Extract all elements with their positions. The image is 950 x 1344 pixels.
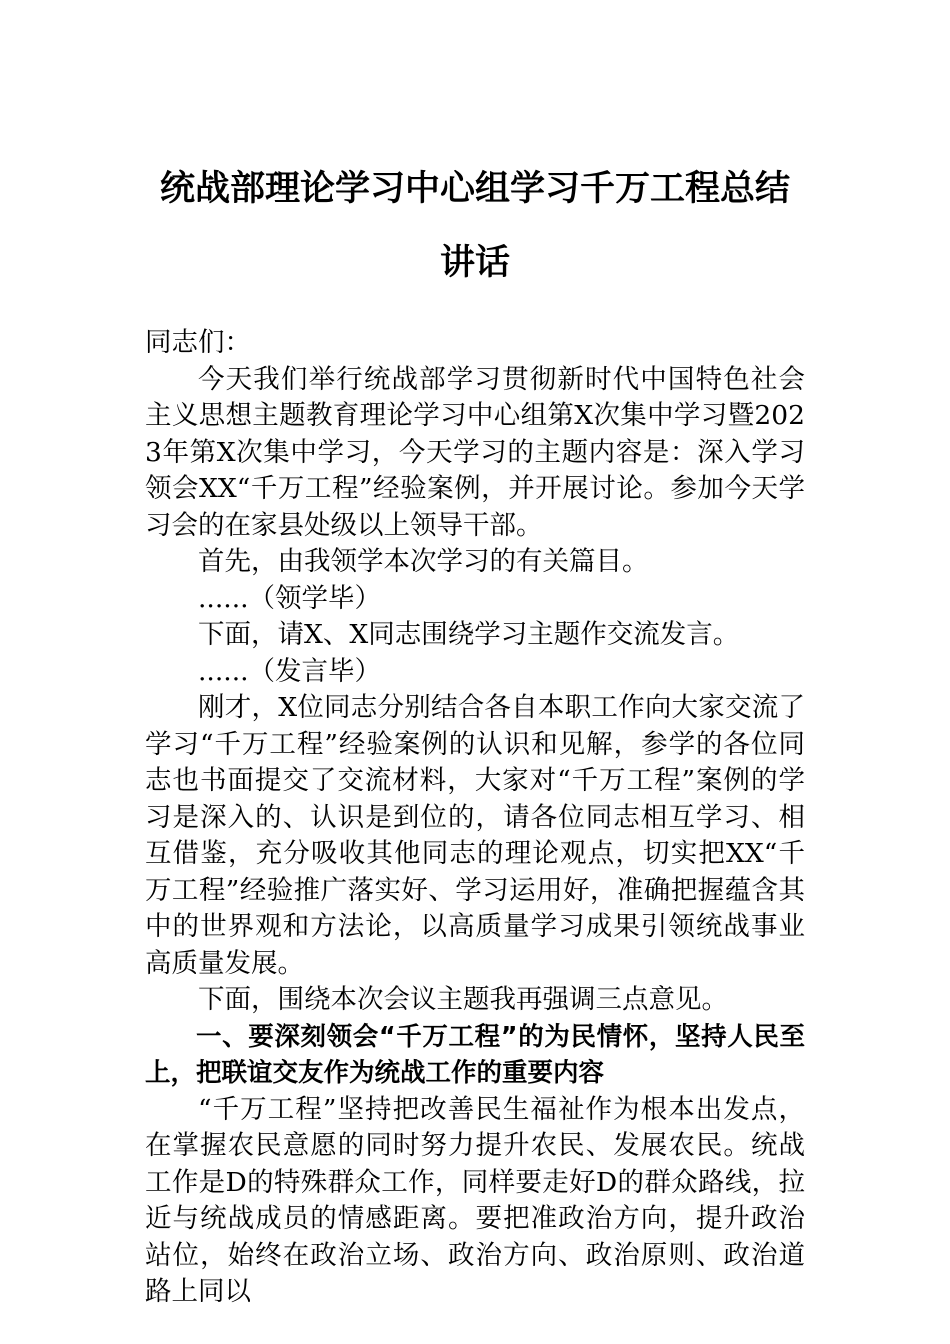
paragraph-lead-study: 首先，由我领学本次学习的有关篇目。 (198, 546, 649, 577)
paragraph-lead-study-end: ......（领学毕） (198, 582, 382, 614)
paragraph-opening: 今天我们举行统战部学习贯彻新时代中国特色社会主义思想主题教育理论学习中心组第X次集中学习暨2023年第X次集中学习，今天学习的主题内容是：深入学习领会XX“千万工程”经验案例，并开展讨论。参加今天学习会的在家县处级以上领导干部。 (145, 363, 805, 541)
paragraph-speakers: 下面，请X、X同志围绕学习主题作交流发言。 (198, 619, 740, 650)
document-body (145, 325, 805, 1311)
paragraph-section-one: “千万工程”坚持把改善民生福祉作为根本出发点，在掌握农民意愿的同时努力提升农民、发展农民。统战工作是D的特殊群众工作，同样要走好D的群众路线，拉近与统战成员的情感距离。要把准政治方向，提升政治站位，始终在政治立场、政治方向、政治原则、政治道路上同以 (145, 1093, 805, 1307)
paragraph-speakers-end: ......（发言毕） (198, 655, 382, 687)
document-title: 统战部理论学习中心组学习千万工程总结讲话 (159, 168, 790, 283)
paragraph-summary: 刚才，X位同志分别结合各自本职工作向大家交流了学习“千万工程”经验案例的认识和见解，参学的各位同志也书面提交了交流材料，大家对“千万工程”案例的学习是深入的、认识是到位的，请各位同志相互学习、相互借鉴，充分吸收其他同志的理论观点，切实把XX“千万工程”经验推广落实好、学习运用好，准确把握蕴含其中的世界观和方法论，以高质量学习成果引领统战事业高质量发展。 (145, 692, 805, 979)
paragraph-three-points: 下面，围绕本次会议主题我再强调三点意见。 (198, 984, 728, 1015)
salutation: 同志们： (145, 327, 251, 358)
section-heading-one: 一、要深刻领会“千万工程”的为民情怀，坚持人民至上，把联谊交友作为统战工作的重要内容 (145, 1021, 805, 1088)
